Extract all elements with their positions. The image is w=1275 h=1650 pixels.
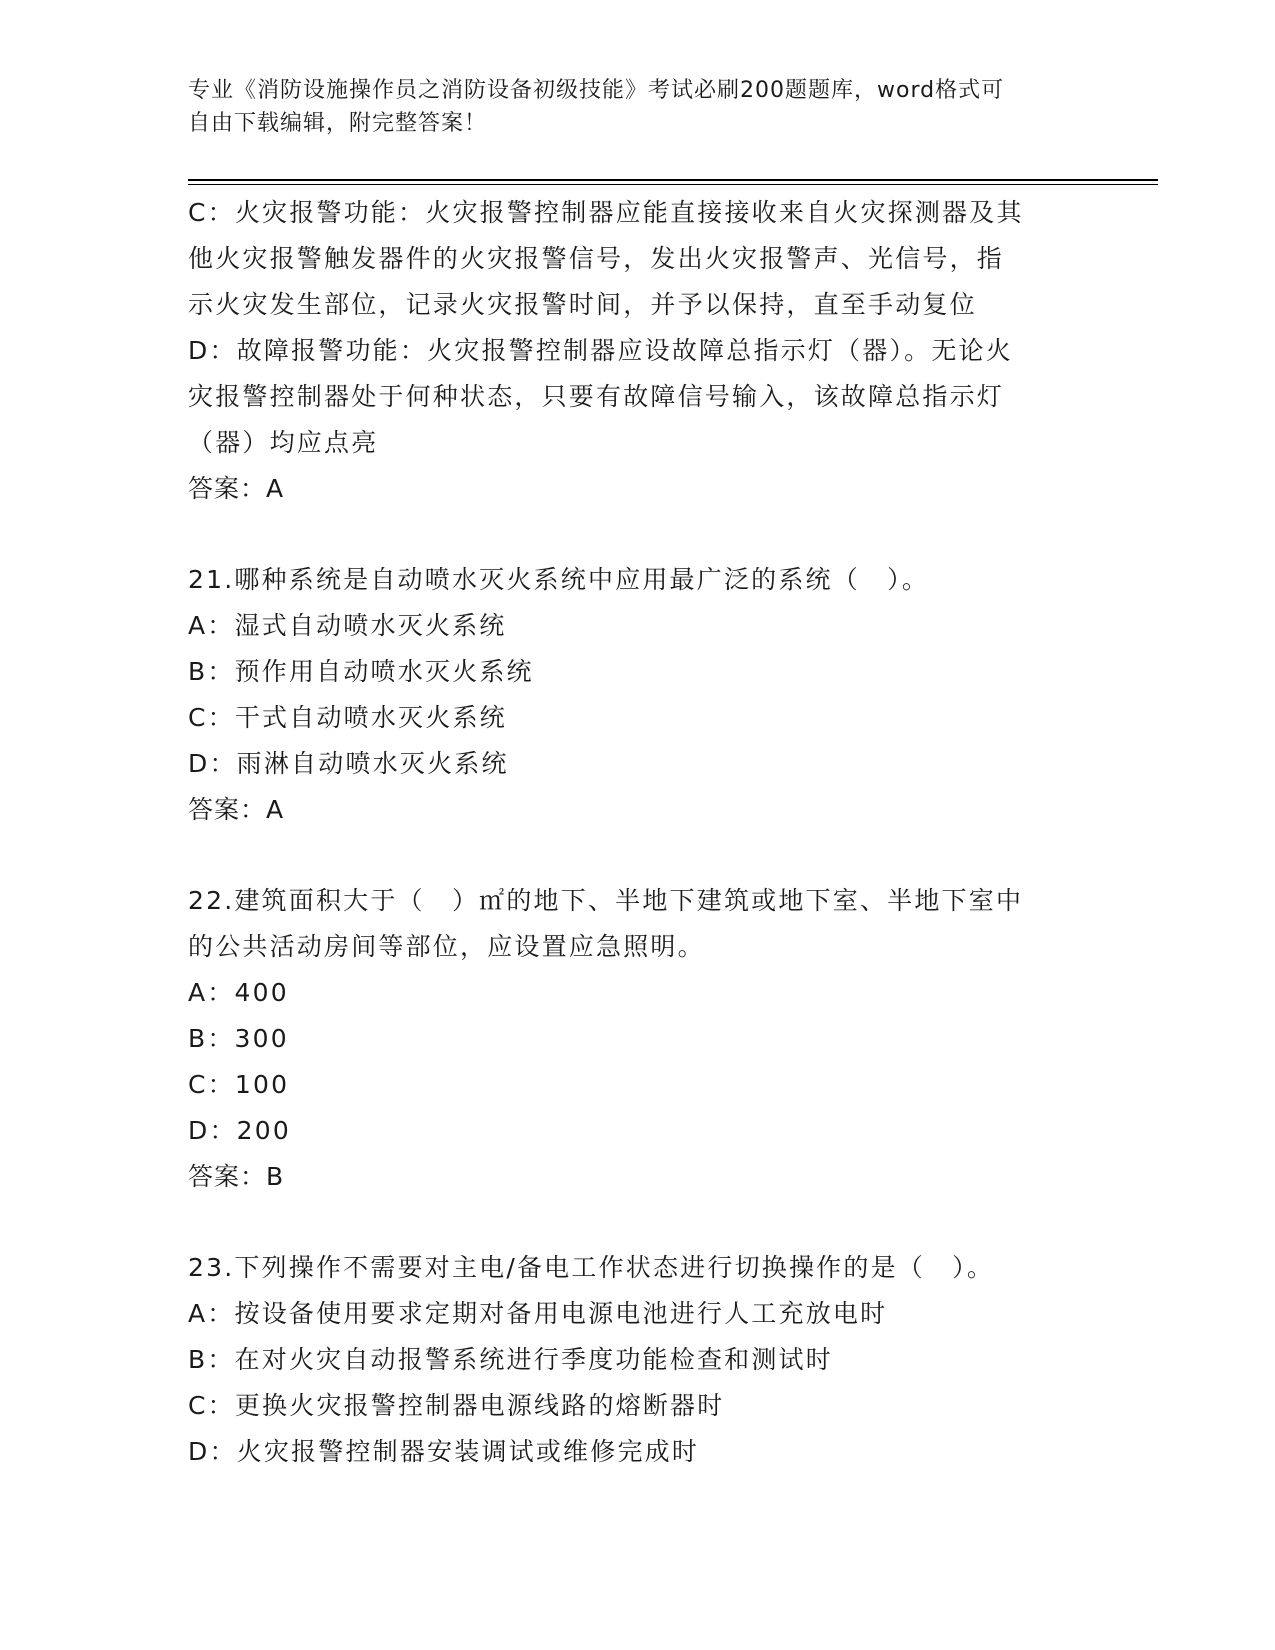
question-22 [188, 878, 1078, 1200]
question-stem: 的公共活动房间等部位，应设置应急照明。 [188, 932, 705, 961]
answer-line: 答案：A [188, 795, 285, 824]
option-c: C：干式自动喷水灭火系统 [188, 703, 507, 732]
question-20-continued [188, 190, 1078, 512]
option-d: D：雨淋自动喷水灭火系统 [188, 749, 509, 778]
header-line-1: 专业《消防设施操作员之消防设备初级技能》考试必刷200题题库，word格式可 [188, 78, 1005, 103]
option-c-line: 示火灾发生部位，记录火灾报警时间，并予以保持，直至手动复位 [188, 290, 977, 319]
option-c-line: 他火灾报警触发器件的火灾报警信号，发出火灾报警声、光信号，指 [188, 244, 1005, 273]
option-b: B：在对火灾自动报警系统进行季度功能检查和测试时 [188, 1345, 833, 1374]
question-spacer [188, 833, 1078, 878]
option-c: C：100 [188, 1070, 290, 1099]
question-spacer [188, 1200, 1078, 1245]
question-stem: 21.哪种系统是自动喷水灭火系统中应用最广泛的系统（ ）。 [188, 565, 930, 594]
header-divider-thin [188, 184, 1158, 185]
header-line-2: 自由下载编辑，附完整答案！ [188, 111, 488, 136]
option-d: D：200 [188, 1116, 291, 1145]
option-c-line: C：火灾报警功能：火灾报警控制器应能直接接收来自火灾探测器及其 [188, 198, 1024, 227]
option-a: A：湿式自动喷水灭火系统 [188, 611, 507, 640]
question-content [188, 190, 1078, 1475]
option-d: D：火灾报警控制器安装调试或维修完成时 [188, 1437, 700, 1466]
option-c: C：更换火灾报警控制器电源线路的熔断器时 [188, 1391, 725, 1420]
answer-line: 答案：A [188, 474, 285, 503]
question-23 [188, 1245, 1078, 1475]
option-b: B：300 [188, 1024, 289, 1053]
option-a: A：400 [188, 978, 289, 1007]
option-b: B：预作用自动喷水灭火系统 [188, 657, 534, 686]
option-a: A：按设备使用要求定期对备用电源电池进行人工充放电时 [188, 1299, 888, 1328]
header-divider-thick [188, 179, 1158, 181]
document-header [188, 74, 1068, 140]
question-stem: 22.建筑面积大于（ ）㎡的地下、半地下建筑或地下室、半地下室中 [188, 886, 1024, 915]
question-spacer [188, 512, 1078, 557]
option-d-line: D：故障报警功能：火灾报警控制器应设故障总指示灯（器）。无论火 [188, 336, 1013, 365]
option-d-line: 灾报警控制器处于何种状态，只要有故障信号输入，该故障总指示灯 [188, 382, 1005, 411]
option-d-line: （器）均应点亮 [188, 428, 379, 457]
question-stem: 23.下列操作不需要对主电/备电工作状态进行切换操作的是（ ）。 [188, 1253, 995, 1282]
question-21 [188, 557, 1078, 833]
answer-line: 答案：B [188, 1162, 285, 1191]
